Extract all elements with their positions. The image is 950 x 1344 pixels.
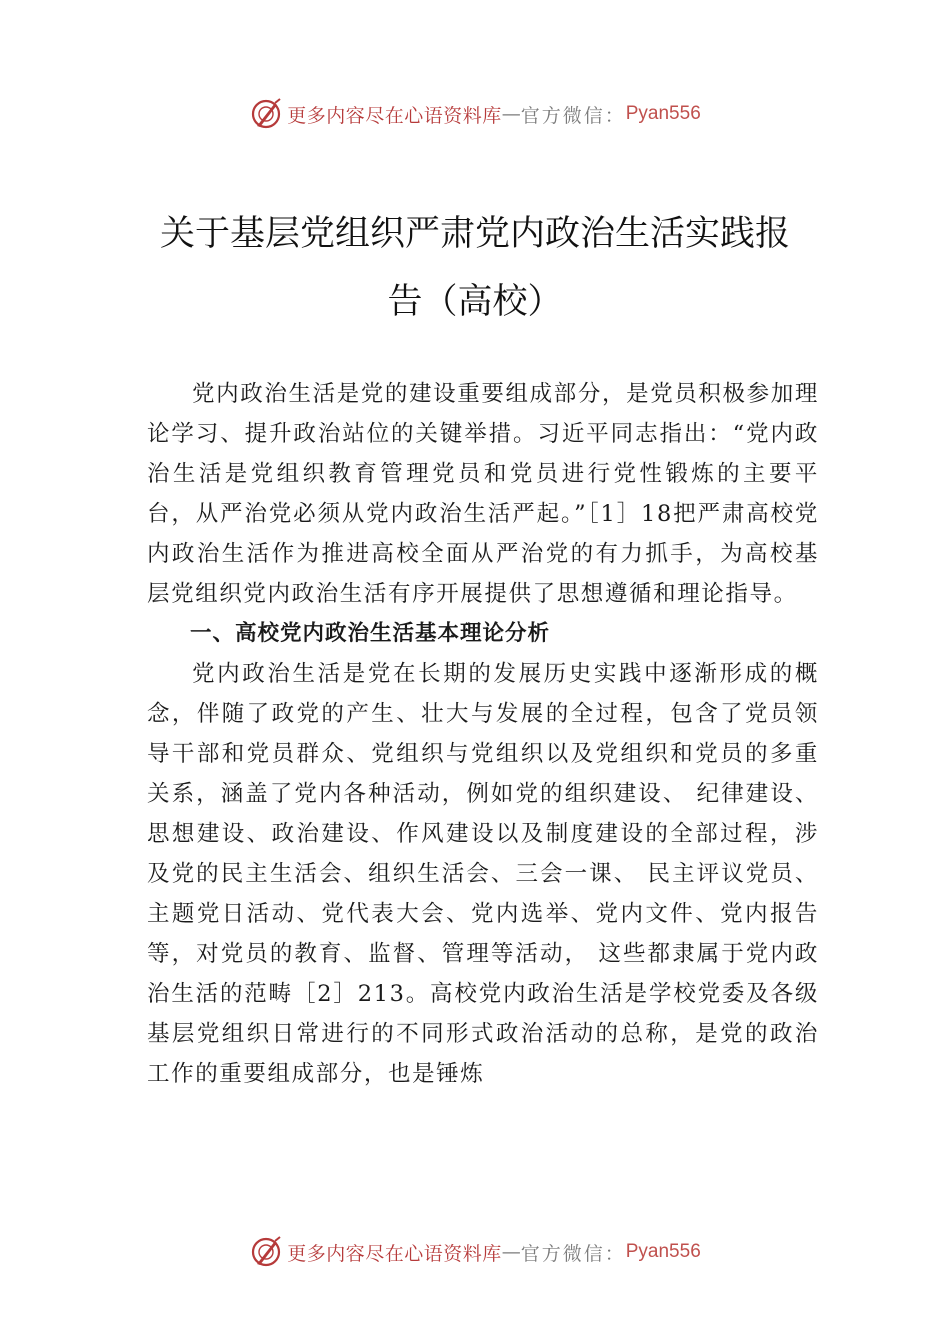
watermark-id: Pyan556 bbox=[625, 103, 701, 124]
footer-watermark bbox=[0, 1234, 950, 1270]
watermark-id: Pyan556 bbox=[625, 1241, 701, 1262]
quill-seal-icon bbox=[249, 97, 283, 131]
watermark-dash: — bbox=[501, 103, 521, 125]
section-heading: 一、高校党内政治生活基本理论分析 bbox=[190, 621, 551, 646]
header-watermark bbox=[0, 96, 950, 132]
watermark-label: 官方微信： bbox=[520, 104, 626, 127]
section-paragraph: 党内政治生活是党在长期的发展历史实践中逐渐形成的概念，伴随了政党的产生、壮大与发展的全过程，包含了党员领导干部和党员群众、党组织与党组织以及党组织和党员的多重关系，涵盖了党内各种活动，例如党的组织建设、 纪律建设、思想建设、政治建设、作风建设以及制度建设的全部过程，涉及党的民主生活会、组织生活会、三会一课、 民主评议党员、主题党日活动、党代表大会、党内选举、党内文件、党内报告等，对党员的教育、监督、管理等活动， 这些都隶属于党内政治生活的范畴［2］213。高校党内政治生活是学校党委及各级基层党组织日常进行的不同形式政治活动的总称，是党的政治工作的重要组成部分，也是锤炼 bbox=[147, 661, 819, 1087]
quill-seal-icon bbox=[249, 1235, 283, 1269]
watermark-dash: — bbox=[501, 1241, 521, 1263]
watermark-label: 官方微信： bbox=[520, 1242, 626, 1265]
intro-paragraph: 党内政治生活是党的建设重要组成部分，是党员积极参加理论学习、提升政治站位的关键举措。习近平同志指出：“党内政治生活是党组织教育管理党员和党员进行党性锻炼的主要平台，从严治党必须从党内政治生活严起。”［1］18把严肃高校党内政治生活作为推进高校全面从严治党的有力抓手，为高校基层党组织党内政治生活有序开展提供了思想遵循和理论指导。 bbox=[147, 381, 819, 607]
document-body bbox=[147, 374, 819, 1094]
watermark-text: 更多内容尽在心语资料库 bbox=[287, 1242, 502, 1265]
document-title: 关于基层党组织严肃党内政治生活实践报告（高校） bbox=[159, 214, 790, 322]
watermark-text: 更多内容尽在心语资料库 bbox=[287, 104, 502, 127]
